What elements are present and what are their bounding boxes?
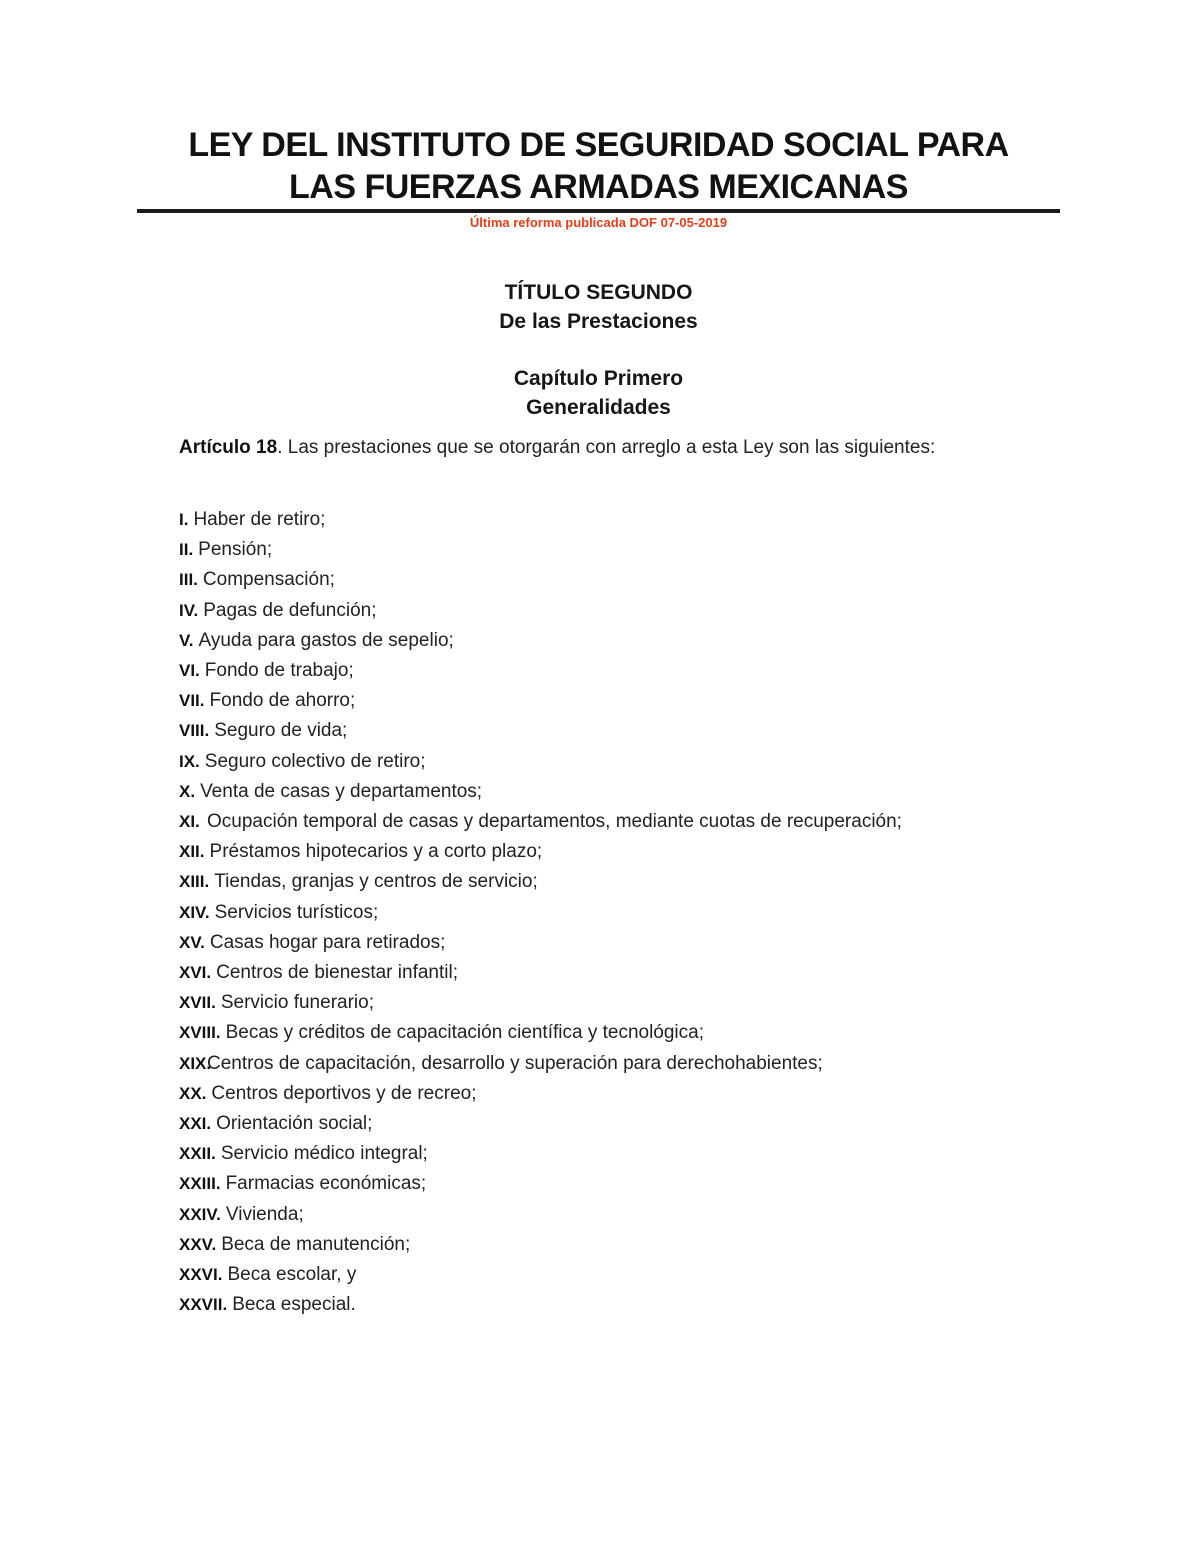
fraction-text: Compensación; <box>202 569 335 591</box>
fraction-number: XVIII. <box>179 1023 221 1043</box>
fraction-text: Beca de manutención; <box>221 1233 411 1255</box>
fraction-number: X. <box>179 781 196 801</box>
fraction-number: XI. <box>179 812 200 832</box>
list-item <box>179 1018 1060 1048</box>
fraction-text: Servicio médico integral; <box>220 1143 428 1165</box>
list-item <box>179 958 1060 988</box>
list-item <box>179 1200 1060 1230</box>
capitulo-number: Capítulo Primero <box>513 367 684 390</box>
fraction-number: XXI. <box>179 1114 212 1134</box>
law-title-line-2: LAS FUERZAS ARMADAS MEXICANAS <box>289 168 908 206</box>
capitulo-name: Generalidades <box>526 396 671 419</box>
fraction-text: Casas hogar para retirados; <box>209 931 446 953</box>
fractions-list <box>179 505 1060 1320</box>
list-item <box>179 777 1060 807</box>
fraction-text: Pensión; <box>198 539 273 561</box>
fraction-text: Tiendas, granjas y centros de servicio; <box>214 871 538 893</box>
fraction-text: Beca escolar, y <box>227 1264 357 1286</box>
fraction-text: Venta de casas y departamentos; <box>200 780 483 802</box>
fraction-number: V. <box>179 630 194 650</box>
fraction-text: Beca especial. <box>232 1294 356 1316</box>
article-18-intro <box>179 436 1060 460</box>
titulo-number: TÍTULO SEGUNDO <box>504 281 693 304</box>
list-item <box>179 1260 1060 1290</box>
list-item <box>179 716 1060 746</box>
list-item <box>179 596 1060 626</box>
fraction-number: VII. <box>179 691 205 711</box>
list-item <box>179 1169 1060 1199</box>
fraction-number: XIX. <box>179 1053 212 1073</box>
fraction-text: Centros deportivos y de recreo; <box>211 1082 477 1104</box>
fraction-text: Ocupación temporal de casas y departamentos, mediante cuotas de recuperación; <box>207 811 902 833</box>
fraction-text: Centros de bienestar infantil; <box>216 962 458 984</box>
fraction-text: Haber de retiro; <box>193 509 326 530</box>
list-item <box>179 1079 1060 1109</box>
fraction-text: Fondo de trabajo; <box>204 660 354 682</box>
fraction-text: Fondo de ahorro; <box>209 690 356 712</box>
list-item <box>179 928 1060 958</box>
article-intro-text: Las prestaciones que se otorgarán con arreglo a esta Ley son las siguientes: <box>282 437 936 458</box>
fraction-text: Servicios turísticos; <box>214 901 379 923</box>
list-item <box>179 1049 1060 1079</box>
fraction-number: XVI. <box>179 963 212 983</box>
fraction-number: XIII. <box>179 872 210 892</box>
fraction-number: I. <box>179 510 189 529</box>
fraction-text: Préstamos hipotecarios y a corto plazo; <box>209 841 543 863</box>
fraction-number: VIII. <box>179 721 210 741</box>
fraction-number: XX. <box>179 1083 207 1103</box>
fraction-text: Orientación social; <box>216 1113 373 1135</box>
fraction-number: XVII. <box>179 993 216 1013</box>
fraction-number: XXV. <box>179 1234 217 1254</box>
list-item <box>179 626 1060 656</box>
list-item <box>179 807 1060 837</box>
fraction-text: Vivienda; <box>225 1203 304 1225</box>
list-item <box>179 1230 1060 1260</box>
fraction-text: Seguro de vida; <box>214 720 348 742</box>
fraction-number: XXII. <box>179 1144 216 1164</box>
law-title-line-1: LEY DEL INSTITUTO DE SEGURIDAD SOCIAL PARA <box>188 126 1009 164</box>
title-divider <box>137 209 1060 213</box>
fraction-number: XIV. <box>179 902 210 922</box>
list-item <box>179 1139 1060 1169</box>
titulo-heading <box>137 278 1060 336</box>
titulo-name: De las Prestaciones <box>499 310 698 333</box>
list-item <box>179 988 1060 1018</box>
fraction-text: Centros de capacitación, desarrollo y superación para derechohabientes; <box>207 1052 823 1074</box>
list-item <box>179 565 1060 595</box>
list-item <box>179 656 1060 686</box>
fraction-number: XII. <box>179 842 205 862</box>
list-item <box>179 837 1060 867</box>
list-item <box>179 505 1060 535</box>
list-item <box>179 535 1060 565</box>
article-label-suffix: . <box>277 437 283 458</box>
article-label: Artículo 18 <box>179 437 278 458</box>
list-item <box>179 867 1060 897</box>
fraction-number: XXVI. <box>179 1265 223 1285</box>
list-item <box>179 1109 1060 1139</box>
fraction-number: XV. <box>179 932 205 952</box>
capitulo-heading <box>137 364 1060 422</box>
law-title <box>137 124 1060 208</box>
fraction-number: XXVII. <box>179 1295 228 1315</box>
fraction-text: Farmacias económicas; <box>225 1173 427 1195</box>
fraction-number: III. <box>179 570 198 590</box>
fraction-number: VI. <box>179 661 200 681</box>
list-item <box>179 686 1060 716</box>
reform-note: Última reforma publicada DOF 07-05-2019 <box>469 215 728 230</box>
fraction-number: XXIII. <box>179 1174 221 1194</box>
fraction-number: IX. <box>179 751 200 771</box>
fraction-number: XXIV. <box>179 1204 221 1224</box>
fraction-text: Ayuda para gastos de sepelio; <box>198 629 454 651</box>
fraction-number: IV. <box>179 600 199 620</box>
fraction-number: II. <box>179 540 194 560</box>
list-item <box>179 747 1060 777</box>
list-item <box>179 1290 1060 1320</box>
fraction-text: Servicio funerario; <box>220 992 374 1014</box>
list-item <box>179 898 1060 928</box>
fraction-text: Pagas de defunción; <box>203 599 377 621</box>
fraction-text: Becas y créditos de capacitación científica y tecnológica; <box>225 1022 705 1044</box>
fraction-text: Seguro colectivo de retiro; <box>204 750 426 772</box>
